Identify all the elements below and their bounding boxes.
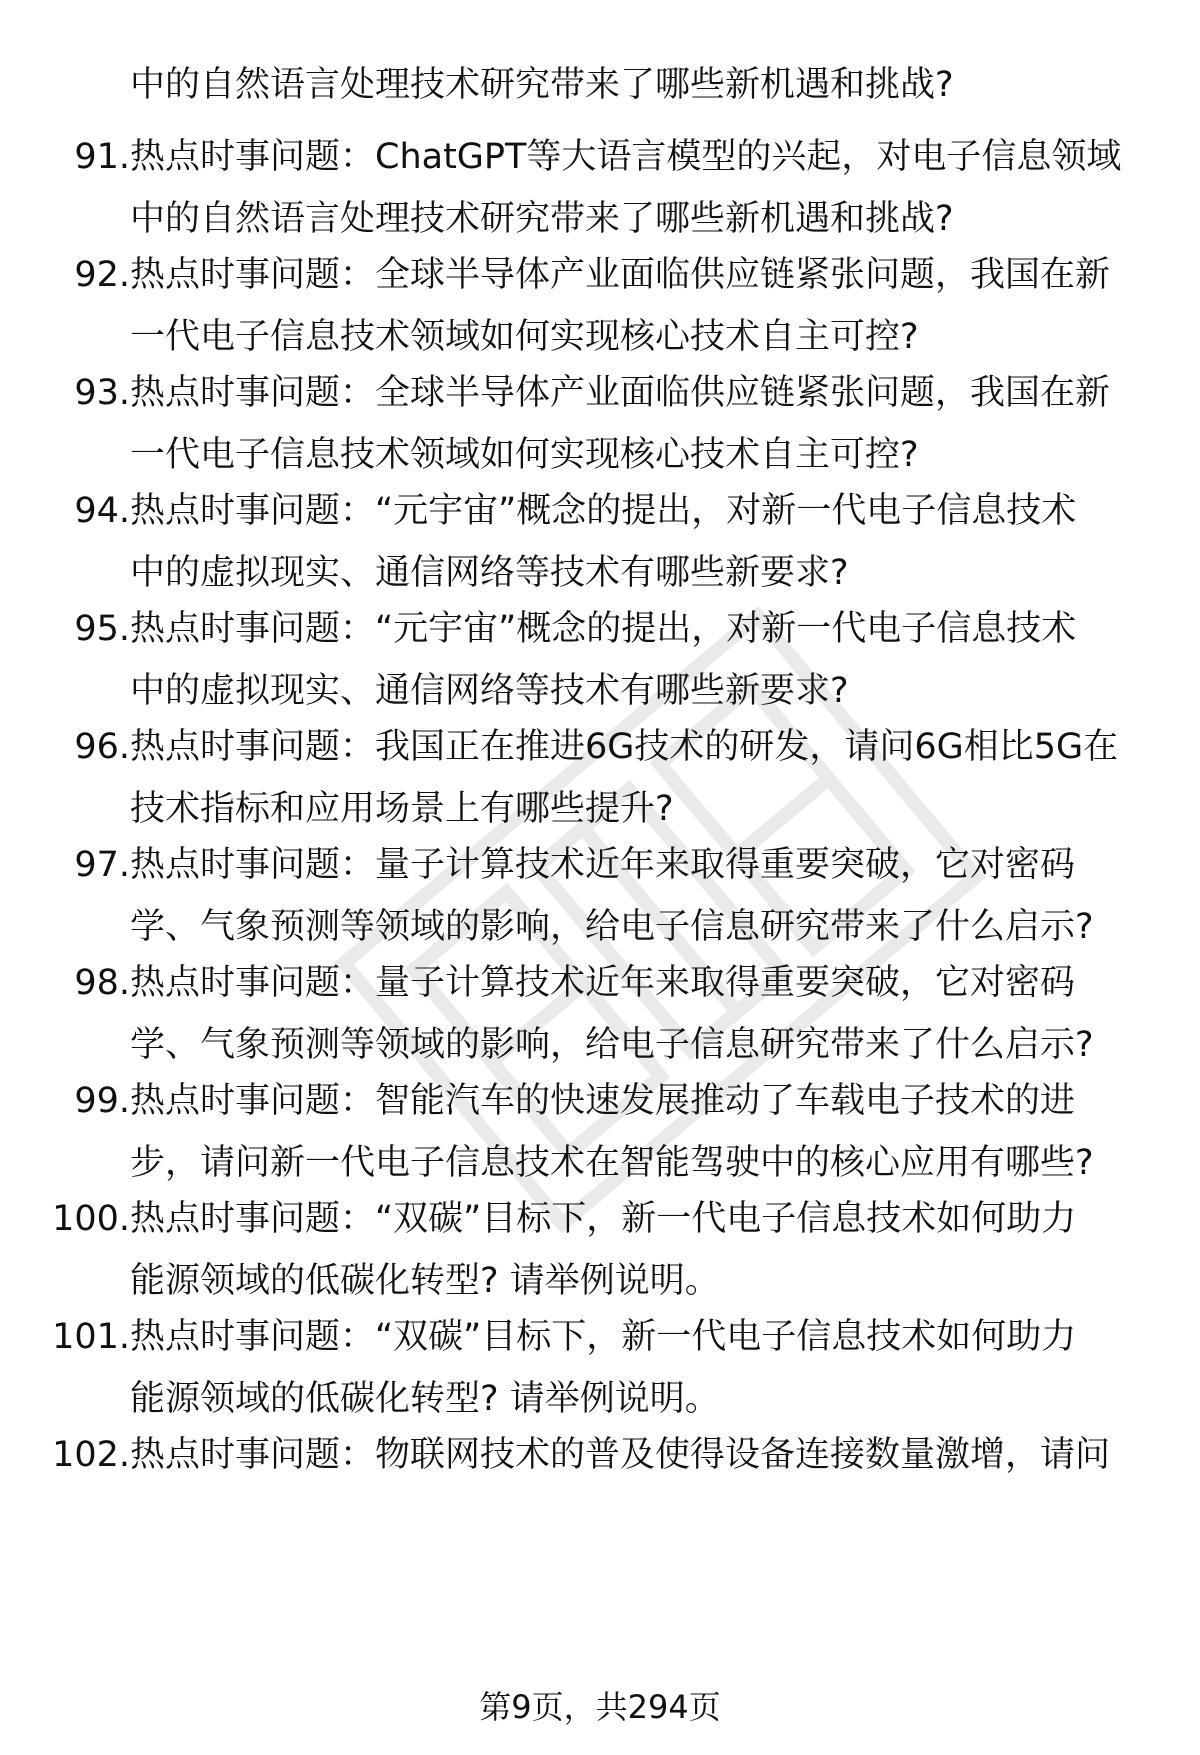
question-text-line: 中的虚拟现实、通信网络等技术有哪些新要求?	[130, 553, 849, 593]
question-text-line: 技术指标和应用场景上有哪些提升?	[130, 789, 674, 829]
question-number: 95.	[74, 609, 130, 649]
question-text-line: 热点时事问题：全球半导体产业面临供应链紧张问题，我国在新	[130, 255, 1111, 295]
question-number: 97.	[74, 845, 130, 885]
carry-over-line: 中的自然语言处理技术研究带来了哪些新机遇和挑战?	[130, 65, 954, 105]
question-number: 92.	[74, 255, 130, 295]
question-number: 94.	[74, 491, 130, 531]
question-number: 96.	[74, 727, 130, 767]
question-text-line: 热点时事问题：“双碳”目标下，新一代电子信息技术如何助力	[130, 1199, 1077, 1239]
question-number: 99.	[74, 1081, 130, 1121]
question-number: 101.	[52, 1317, 130, 1357]
question-number: 100.	[52, 1199, 130, 1239]
question-text-line: 热点时事问题：ChatGPT等大语言模型的兴起，对电子信息领域	[130, 137, 1122, 177]
question-text-line: 热点时事问题：物联网技术的普及使得设备连接数量激增，请问	[130, 1435, 1111, 1475]
question-text-line: 热点时事问题：量子计算技术近年来取得重要突破，它对密码	[130, 963, 1076, 1003]
question-number: 102.	[52, 1435, 130, 1475]
question-number: 91.	[74, 137, 130, 177]
question-text-line: 热点时事问题：全球半导体产业面临供应链紧张问题，我国在新	[130, 373, 1111, 413]
question-text-line: 步，请问新一代电子信息技术在智能驾驶中的核心应用有哪些?	[130, 1143, 1094, 1183]
question-text-line: 一代电子信息技术领域如何实现核心技术自主可控?	[130, 435, 919, 475]
question-text-line: 热点时事问题：“元宇宙”概念的提出，对新一代电子信息技术	[130, 491, 1077, 531]
question-number: 93.	[74, 373, 130, 413]
question-text-line: 学、气象预测等领域的影响，给电子信息研究带来了什么启示?	[130, 1025, 1094, 1065]
question-text-line: 能源领域的低碳化转型? 请举例说明。	[130, 1261, 720, 1301]
question-text-line: 热点时事问题：智能汽车的快速发展推动了车载电子技术的进	[130, 1081, 1076, 1121]
question-text-line: 热点时事问题：“元宇宙”概念的提出，对新一代电子信息技术	[130, 609, 1077, 649]
question-text-line: 中的虚拟现实、通信网络等技术有哪些新要求?	[130, 671, 849, 711]
question-text-line: 学、气象预测等领域的影响，给电子信息研究带来了什么启示?	[130, 907, 1094, 947]
page-footer: 第9页，共294页	[479, 1688, 721, 1726]
question-text-line: 热点时事问题：“双碳”目标下，新一代电子信息技术如何助力	[130, 1317, 1077, 1357]
question-text-line: 一代电子信息技术领域如何实现核心技术自主可控?	[130, 317, 919, 357]
question-number: 98.	[74, 963, 130, 1003]
question-text-line: 热点时事问题：量子计算技术近年来取得重要突破，它对密码	[130, 845, 1076, 885]
question-text-line: 能源领域的低碳化转型? 请举例说明。	[130, 1379, 720, 1419]
question-text-line: 中的自然语言处理技术研究带来了哪些新机遇和挑战?	[130, 199, 954, 239]
question-text-line: 热点时事问题：我国正在推进6G技术的研发，请问6G相比5G在	[130, 727, 1119, 767]
